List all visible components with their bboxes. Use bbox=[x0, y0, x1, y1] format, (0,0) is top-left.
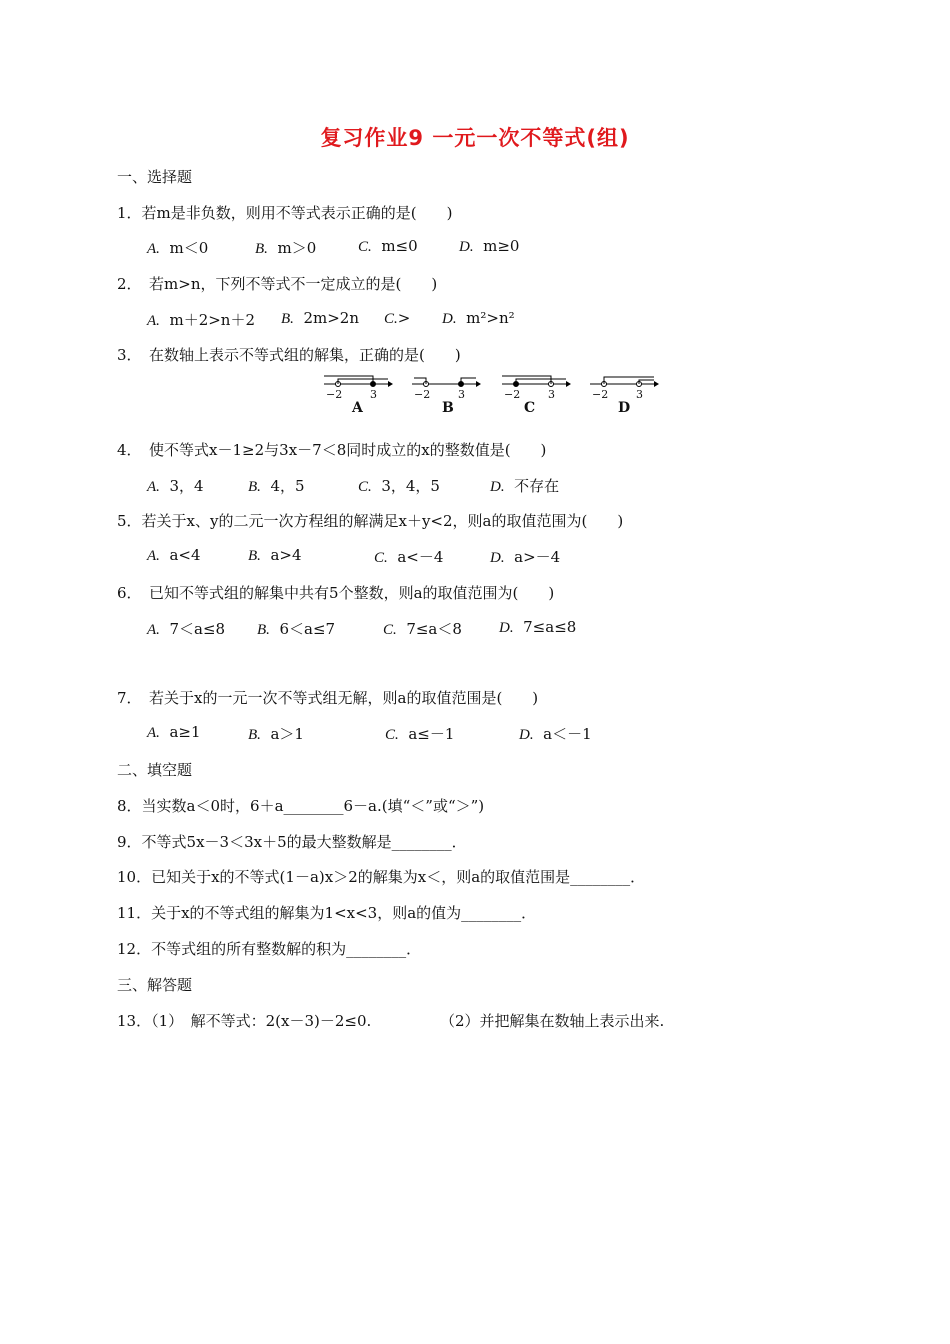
number-line-a-tick-left: −2 bbox=[326, 388, 343, 401]
section-fill-heading: 二、填空题 bbox=[117, 761, 193, 779]
question-6: 6． 已知不等式组的解集中共有5个整数，则a的取值范围为( ) bbox=[117, 584, 555, 602]
number-line-c-tick-left: −2 bbox=[504, 388, 521, 401]
question-9: 9．不等式5x－3＜3x＋5的最大整数解是________． bbox=[117, 833, 467, 851]
q2-option-a: A. m＋2>n＋2 bbox=[147, 311, 256, 329]
q7-option-c: C. a≤－1 bbox=[385, 725, 455, 743]
q7-option-b: B. a＞1 bbox=[248, 725, 304, 743]
page-title: 复习作业9 一元一次不等式(组) bbox=[320, 126, 630, 150]
section-choice-heading: 一、选择题 bbox=[117, 168, 193, 186]
question-8: 8．当实数a＜0时，6＋a________6－a.(填“＜”或“＞”) bbox=[117, 797, 485, 815]
number-line-b-tick-right: 3 bbox=[458, 388, 465, 401]
number-line-d-tick-left: −2 bbox=[592, 388, 609, 401]
question-3: 3． 在数轴上表示不等式组的解集，正确的是( ) bbox=[117, 346, 461, 364]
question-2: 2． 若m>n，下列不等式不一定成立的是( ) bbox=[117, 275, 438, 293]
q7-option-d: D. a＜－1 bbox=[519, 725, 592, 743]
question-13-part-2: （2）并把解集在数轴上表示出来. bbox=[440, 1012, 665, 1030]
section-answer-heading: 三、解答题 bbox=[117, 976, 193, 994]
question-1: 1．若m是非负数，则用不等式表示正确的是( ) bbox=[117, 204, 453, 222]
number-line-a-tick-right: 3 bbox=[370, 388, 377, 401]
question-5: 5．若关于x、y的二元一次方程组的解满足x＋y<2，则a的取值范围为( ) bbox=[117, 512, 624, 530]
q6-option-c: C. 7≤a＜8 bbox=[383, 620, 462, 638]
number-line-a-label: A bbox=[352, 400, 363, 416]
q6-option-a: A. 7＜a≤8 bbox=[147, 620, 226, 638]
q4-option-c: C. 3，4，5 bbox=[358, 477, 440, 495]
number-line-d-tick-right: 3 bbox=[636, 388, 643, 401]
q6-option-d: D. 7≤a≤8 bbox=[499, 618, 577, 636]
q2-option-d: D. m²>n² bbox=[442, 309, 515, 327]
number-line-b-tick-left: −2 bbox=[414, 388, 431, 401]
q2-option-c: C.> bbox=[384, 309, 411, 327]
question-12: 12．不等式组的所有整数解的积为________． bbox=[117, 940, 422, 958]
question-4: 4． 使不等式x－1≥2与3x－7＜8同时成立的x的整数值是( ) bbox=[117, 441, 547, 459]
q1-option-c: C. m≤0 bbox=[358, 237, 418, 255]
question-13-part-1: 13．（1） 解不等式：2(x－3)－2≤0. bbox=[117, 1012, 372, 1030]
number-line-d-label: D bbox=[618, 400, 631, 416]
q6-option-b: B. 6＜a≤7 bbox=[257, 620, 336, 638]
q1-option-a: A. m＜0 bbox=[147, 239, 209, 257]
q5-option-a: A. a<4 bbox=[147, 546, 201, 564]
number-line-c-tick-right: 3 bbox=[548, 388, 555, 401]
q4-option-a: A. 3，4 bbox=[147, 477, 204, 495]
q1-option-d: D. m≥0 bbox=[459, 237, 520, 255]
question-10: 10．已知关于x的不等式(1－a)x＞2的解集为x＜，则a的取值范围是________． bbox=[117, 868, 646, 886]
question-11: 11．关于x的不等式组的解集为1<x<3，则a的值为________． bbox=[117, 904, 537, 922]
q4-option-d: D. 不存在 bbox=[490, 477, 560, 495]
q7-option-a: A. a≥1 bbox=[147, 723, 201, 741]
q5-option-d: D. a>－4 bbox=[490, 548, 561, 566]
q5-option-b: B. a>4 bbox=[248, 546, 302, 564]
q2-option-b: B. 2m>2n bbox=[281, 309, 360, 327]
number-line-b-label: B bbox=[442, 400, 454, 416]
q5-option-c: C. a<－4 bbox=[374, 548, 444, 566]
q4-option-b: B. 4，5 bbox=[248, 477, 305, 495]
question-7: 7． 若关于x的一元一次不等式组无解，则a的取值范围是( ) bbox=[117, 689, 539, 707]
number-line-c-label: C bbox=[524, 400, 536, 416]
q1-option-b: B. m＞0 bbox=[255, 239, 317, 257]
